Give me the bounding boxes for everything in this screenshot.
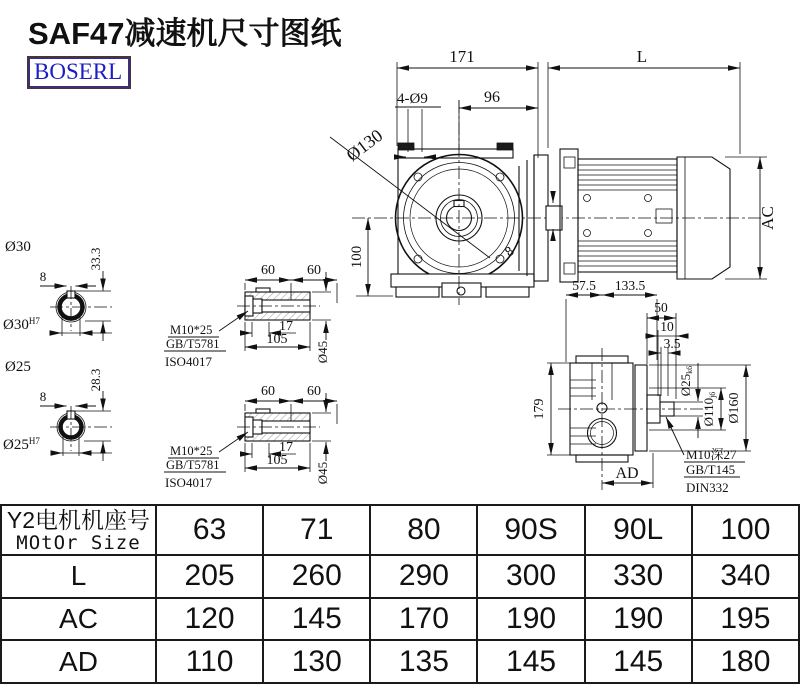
front-view [330,50,777,362]
model-code: SAF47 [28,16,125,51]
table-cell: 180 [692,640,799,683]
dim-171-label: 171 [449,50,475,66]
bore-detail-30 [3,239,112,341]
motor-size-header-en: MOtOr Size [16,531,141,554]
row-label: AC [1,598,156,641]
dim-AD-label: AD [615,465,639,482]
table-cell: 290 [370,555,477,598]
table-cell: 145 [263,598,370,641]
housing-top-plate [398,149,513,158]
bolt-label: M10*25 [170,323,213,337]
dia-label: Ø30 [5,239,31,255]
brand-logo [27,56,131,89]
row-label: AD [1,640,156,683]
table-col: 71 [263,505,370,555]
tap-std2-label: DIN332 [686,480,729,495]
technical-drawing [0,50,800,504]
dia-130-label: Ø130 [342,125,387,166]
title-text: 减速机尺寸图纸 [124,16,342,51]
table-cell: 145 [477,640,584,683]
dim-100-label: 100 [349,245,365,269]
bore-label: $Ø25^{H7}$ [3,436,40,453]
brand-logo-text: BOSERL [29,58,129,87]
dia-spigot-label: Ø110j6 [701,391,717,427]
motor-size-header [1,505,156,555]
motor [560,149,730,282]
dim-105-label: 105 [266,453,288,468]
table-cell: 130 [263,640,370,683]
dim-96-label: 96 [484,89,500,106]
bolt-label: M10*25 [170,444,213,458]
table-cell: 300 [477,555,584,598]
table-col: 100 [692,505,799,555]
dim-105-label: 105 [266,332,288,347]
motor-size-header-cn: Y2电机机座号 [6,506,151,533]
dim-holes-label: 4-Ø9 [397,91,428,107]
table-cell: 260 [263,555,370,598]
hollow-shaft-detail-a [164,263,337,369]
dim-17-label: 17 [279,440,293,455]
table-col: 63 [156,505,263,555]
page-title [28,8,341,53]
tap-callout-label: M10深27 [686,447,737,462]
tap-std1-label: GB/T145 [686,462,736,477]
key-height-label: 28.3 [88,368,103,392]
motor-fins [578,165,677,266]
table-cell: 190 [585,598,692,641]
dim-57-5-label: 57.5 [572,278,596,293]
dia-flange-label: Ø160 [727,392,742,424]
table-row-AD [1,640,799,683]
dim-17-label: 17 [279,319,293,334]
output-flange [635,365,647,451]
dia-label: Ø25 [5,359,31,375]
bore-detail-25 [3,359,112,461]
table-cell: 330 [585,555,692,598]
key-width-label: 8 [39,389,47,404]
table-cell: 145 [585,640,692,683]
table-cell: 190 [477,598,584,641]
table-row-AC [1,598,799,641]
bolt-std1-label: GB/T5781 [166,337,220,351]
table-cell: 135 [370,640,477,683]
table-col: 80 [370,505,477,555]
dim-133-5-label: 133.5 [614,278,646,293]
dim-50-label: 50 [654,300,668,315]
hub-key-width-label: 8 [502,244,518,261]
row-label: L [1,555,156,598]
dim-3-5-label: 3.5 [663,336,681,351]
bore-label: $Ø30^{H7}$ [3,316,40,333]
table-cell: 205 [156,555,263,598]
table-cell: 170 [370,598,477,641]
bolt-std2-label: ISO4017 [165,354,212,369]
dim-179-label: 179 [532,398,547,420]
dim-L-label: L [636,50,648,66]
hollow-shaft-detail-b [164,384,337,490]
dim-60b-label: 60 [307,263,321,278]
output-side-view [532,300,751,495]
dim-10-label: 10 [660,319,674,334]
table-row-L [1,555,799,598]
table-col: 90L [585,505,692,555]
dia-shaft-label: Ø25k6 [678,365,694,397]
table-cell: 340 [692,555,799,598]
table-cell: 195 [692,598,799,641]
dim-60a-label: 60 [261,263,275,278]
key-width-label: 8 [39,269,47,284]
dimension-table [0,504,800,684]
key-height-label: 33.3 [88,247,103,271]
table-cell: 110 [156,640,263,683]
dia-45-label: Ø45 [315,340,330,364]
dim-60b-label: 60 [307,384,321,399]
table-col: 90S [477,505,584,555]
bolt-std1-label: GB/T5781 [166,458,220,472]
dim-60a-label: 60 [261,384,275,399]
dim-AC-label: AC [758,206,777,230]
table-header-row [1,505,799,555]
bolt-std2-label: ISO4017 [165,475,212,490]
table-cell: 120 [156,598,263,641]
dia-45-label: Ø45 [315,461,330,485]
